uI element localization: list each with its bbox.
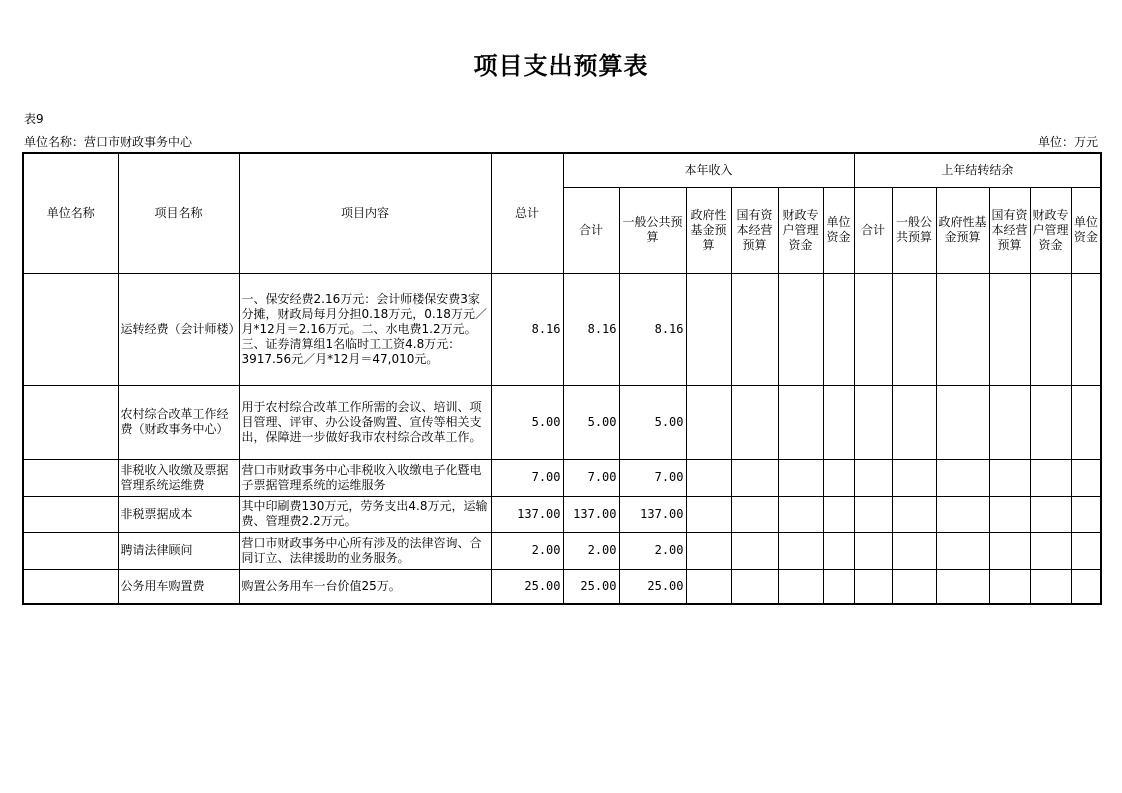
row-cur-general: 8.16: [619, 273, 686, 385]
empty-cell: [778, 532, 823, 569]
empty-cell: [1071, 569, 1101, 604]
row-cur-subtotal: 5.00: [563, 385, 619, 459]
row-cur-general: 2.00: [619, 532, 686, 569]
header-prev-gov-fund: 政府性基金预算: [936, 187, 989, 273]
empty-cell: [989, 569, 1030, 604]
empty-cell: [989, 385, 1030, 459]
empty-cell: [823, 532, 854, 569]
empty-cell: [936, 385, 989, 459]
row-total: 25.00: [491, 569, 563, 604]
empty-cell: [989, 532, 1030, 569]
row-project-name: 非税票据成本: [118, 496, 239, 532]
row-cur-subtotal: 2.00: [563, 532, 619, 569]
row-project-content: 购置公务用车一台价值25万。: [239, 569, 491, 604]
row-cur-general: 137.00: [619, 496, 686, 532]
row-project-content: 一、保安经费2.16万元：会计师楼保安费3家分摊，财政局每月分担0.18万元，0.18万元／月*12月＝2.16万元。二、水电费1.2万元。三、证券清算组1名临时工工资4.8万元：3917.56元／月*12月＝47,010元。: [239, 273, 491, 385]
empty-cell: [686, 569, 731, 604]
row-project-name: 公务用车购置费: [118, 569, 239, 604]
empty-cell: [854, 459, 892, 496]
empty-cell: [823, 496, 854, 532]
empty-cell: [823, 273, 854, 385]
row-project-name: 运转经费（会计师楼）: [118, 273, 239, 385]
empty-cell: [731, 496, 778, 532]
empty-cell: [1030, 496, 1071, 532]
row-cur-subtotal: 137.00: [563, 496, 619, 532]
budget-table: [22, 152, 1102, 605]
table-row: [23, 532, 1101, 569]
empty-cell: [731, 569, 778, 604]
row-unit-cell: [23, 273, 118, 385]
empty-cell: [823, 459, 854, 496]
header-project-content: 项目内容: [239, 153, 491, 273]
row-cur-general: 5.00: [619, 385, 686, 459]
header-cur-state-capital: 国有资本经营预算: [731, 187, 778, 273]
empty-cell: [936, 532, 989, 569]
row-unit-cell: [23, 385, 118, 459]
empty-cell: [823, 569, 854, 604]
page-title: 项目支出预算表: [473, 52, 649, 80]
table-row: [23, 385, 1101, 459]
row-unit-cell: [23, 569, 118, 604]
header-cur-subtotal: 合计: [563, 187, 619, 273]
empty-cell: [854, 532, 892, 569]
empty-cell: [731, 273, 778, 385]
empty-cell: [778, 273, 823, 385]
empty-cell: [936, 459, 989, 496]
empty-cell: [892, 569, 936, 604]
empty-cell: [1030, 532, 1071, 569]
table-row: [23, 273, 1101, 385]
table-row: [23, 569, 1101, 604]
header-prior-balance: 上年结转结余: [854, 153, 1101, 187]
header-cur-special-mgmt: 财政专户管理资金: [778, 187, 823, 273]
empty-cell: [989, 496, 1030, 532]
header-unit-name: 单位名称: [23, 153, 118, 273]
row-cur-general: 7.00: [619, 459, 686, 496]
empty-cell: [778, 496, 823, 532]
empty-cell: [686, 273, 731, 385]
header-total: 总计: [491, 153, 563, 273]
empty-cell: [1071, 532, 1101, 569]
empty-cell: [686, 532, 731, 569]
row-project-content: 营口市财政事务中心非税收入收缴电子化暨电子票据管理系统的运维服务: [239, 459, 491, 496]
empty-cell: [989, 459, 1030, 496]
header-cur-general: 一般公共预算: [619, 187, 686, 273]
table-number: 表9: [24, 112, 44, 126]
empty-cell: [854, 569, 892, 604]
header-current-income: 本年收入: [563, 153, 854, 187]
row-cur-general: 25.00: [619, 569, 686, 604]
row-total: 8.16: [491, 273, 563, 385]
row-project-name: 聘请法律顾问: [118, 532, 239, 569]
header-cur-unit-fund: 单位资金: [823, 187, 854, 273]
empty-cell: [1071, 273, 1101, 385]
empty-cell: [854, 496, 892, 532]
empty-cell: [823, 385, 854, 459]
header-project-name: 项目名称: [118, 153, 239, 273]
empty-cell: [778, 385, 823, 459]
empty-cell: [1030, 459, 1071, 496]
empty-cell: [1030, 273, 1071, 385]
row-project-content: 营口市财政事务中心所有涉及的法律咨询、合同订立、法律援助的业务服务。: [239, 532, 491, 569]
empty-cell: [1030, 385, 1071, 459]
empty-cell: [892, 273, 936, 385]
empty-cell: [778, 569, 823, 604]
empty-cell: [936, 569, 989, 604]
empty-cell: [892, 385, 936, 459]
empty-cell: [778, 459, 823, 496]
empty-cell: [892, 496, 936, 532]
row-total: 137.00: [491, 496, 563, 532]
header-prev-state-capital: 国有资本经营预算: [989, 187, 1030, 273]
header-prev-unit-fund: 单位资金: [1071, 187, 1101, 273]
row-cur-subtotal: 8.16: [563, 273, 619, 385]
row-project-name: 非税收入收缴及票据管理系统运维费: [118, 459, 239, 496]
empty-cell: [731, 385, 778, 459]
empty-cell: [854, 385, 892, 459]
row-unit-cell: [23, 496, 118, 532]
empty-cell: [936, 273, 989, 385]
empty-cell: [936, 496, 989, 532]
row-total: 2.00: [491, 532, 563, 569]
empty-cell: [1071, 385, 1101, 459]
row-cur-subtotal: 25.00: [563, 569, 619, 604]
empty-cell: [1071, 459, 1101, 496]
empty-cell: [892, 459, 936, 496]
row-total: 5.00: [491, 385, 563, 459]
header-prev-general: 一般公共预算: [892, 187, 936, 273]
empty-cell: [731, 459, 778, 496]
empty-cell: [989, 273, 1030, 385]
row-cur-subtotal: 7.00: [563, 459, 619, 496]
empty-cell: [686, 459, 731, 496]
row-project-name: 农村综合改革工作经费（财政事务中心）: [118, 385, 239, 459]
empty-cell: [686, 385, 731, 459]
currency-unit-label: 单位：万元: [1037, 135, 1098, 149]
empty-cell: [854, 273, 892, 385]
empty-cell: [1071, 496, 1101, 532]
empty-cell: [1030, 569, 1071, 604]
row-total: 7.00: [491, 459, 563, 496]
empty-cell: [731, 532, 778, 569]
row-unit-cell: [23, 532, 118, 569]
header-prev-subtotal: 合计: [854, 187, 892, 273]
table-row: [23, 459, 1101, 496]
header-cur-gov-fund: 政府性基金预算: [686, 187, 731, 273]
unit-name-label: 单位名称：营口市财政事务中心: [24, 135, 193, 149]
row-unit-cell: [23, 459, 118, 496]
header-prev-special-mgmt: 财政专户管理资金: [1030, 187, 1071, 273]
empty-cell: [686, 496, 731, 532]
table-row: [23, 496, 1101, 532]
row-project-content: 其中印刷费130万元，劳务支出4.8万元，运输费、管理费2.2万元。: [239, 496, 491, 532]
empty-cell: [892, 532, 936, 569]
row-project-content: 用于农村综合改革工作所需的会议、培训、项目管理、评审、办公设备购置、宣传等相关支出，保障进一步做好我市农村综合改革工作。: [239, 385, 491, 459]
